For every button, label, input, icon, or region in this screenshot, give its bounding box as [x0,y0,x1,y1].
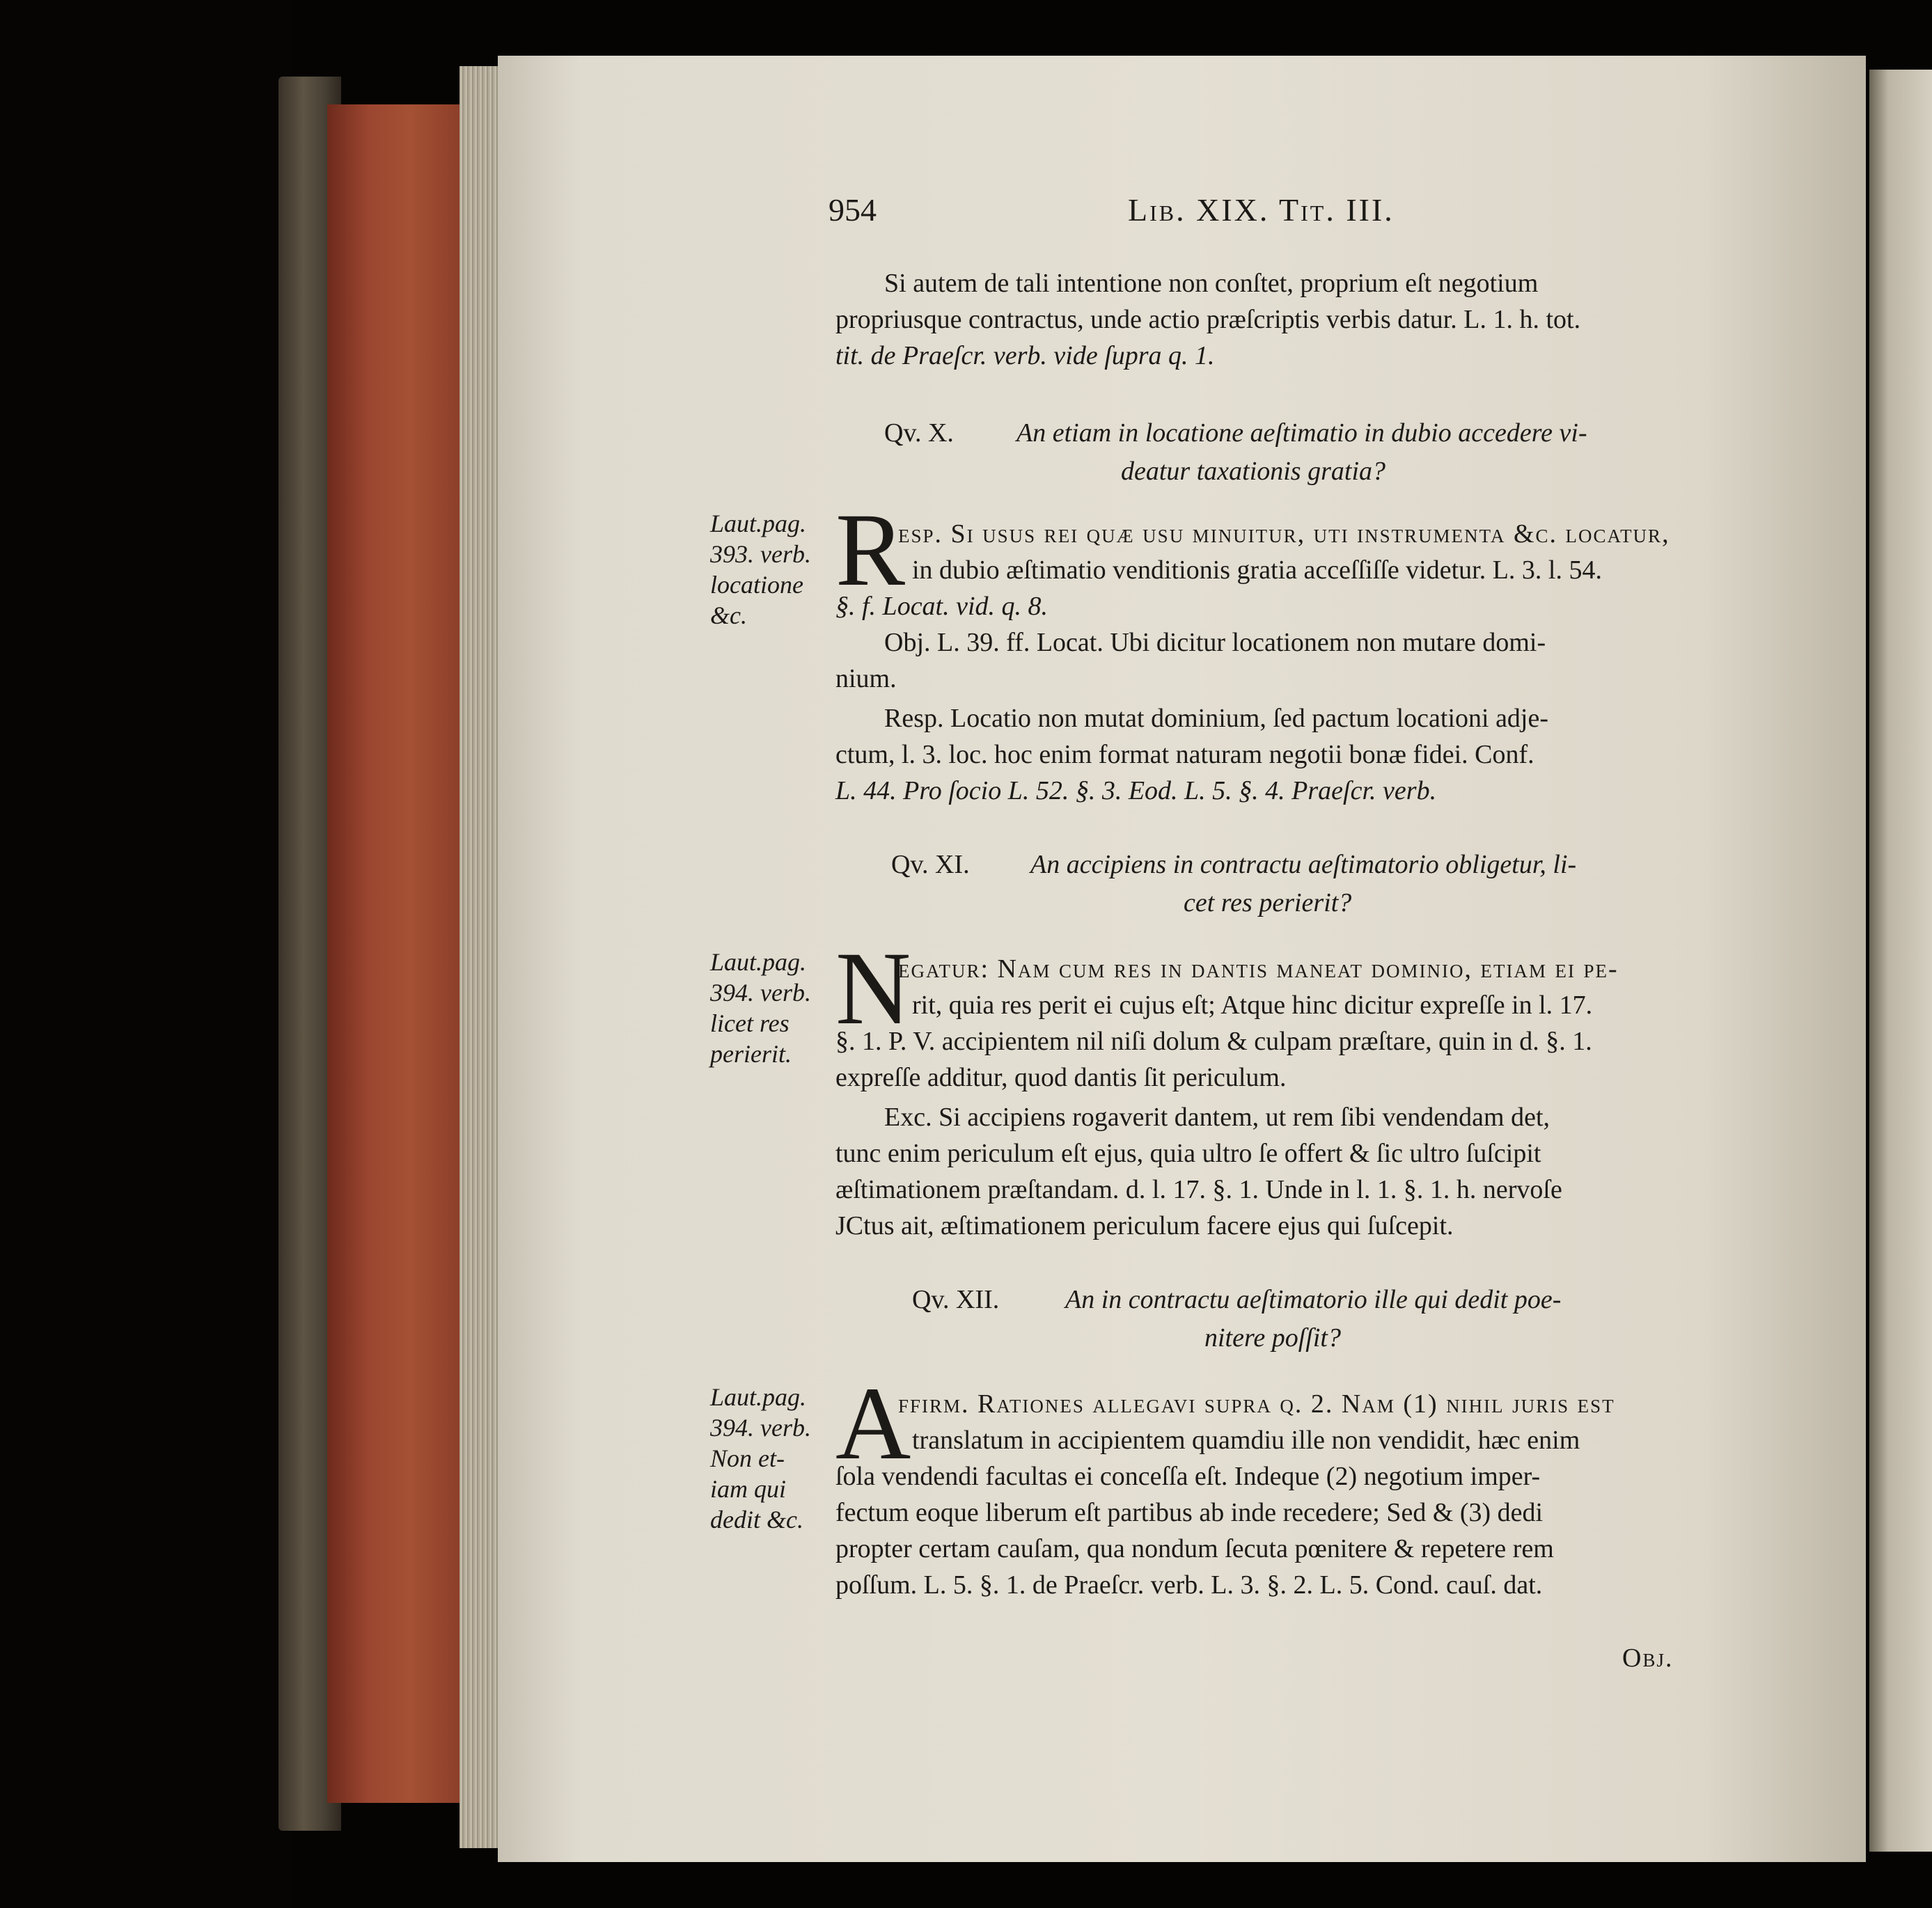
question-text: deatur taxationis gratia? [1121,457,1385,486]
margin-line: Laut.pag. [710,1383,807,1411]
intro-line: propriusque contractus, unde actio præſcriptis verbis datur. L. 1. h. tot. [835,305,1581,334]
margin-line: 393. verb. [710,540,811,568]
margin-line: dedit &c. [710,1506,803,1534]
exception-line: JCtus ait, æſtimationem periculum facere ejus qui ſuſcepit. [835,1211,1454,1240]
margin-line: 394. verb. [710,1414,811,1442]
answer-line: propter certam cauſam, qua nondum ſecuta pœnitere & repetere rem [835,1534,1554,1563]
answer-line: ſola vendendi facultas ei conceſſa eſt. Indeque (2) negotium imper- [835,1462,1541,1491]
question-text: An in contractu aeſtimatorio ille qui dedit poe- [1065,1285,1562,1314]
answer-line: egatur: Nam cum res in dantis maneat dominio, etiam ei pe- [898,954,1619,984]
question-label: Qv. X. [884,418,954,448]
question-label: Qv. XII. [912,1285,1000,1314]
margin-line: Non et- [710,1444,785,1472]
margin-line: locatione [710,571,803,599]
answer-line: §. 1. P. V. accipientem nil niſi dolum & culpam præſtare, quin in d. §. 1. [835,1027,1592,1056]
answer-line: poſſum. L. 5. §. 1. de Praeſcr. verb. L. 3. §. 2. L. 5. Cond. cauſ. dat. [835,1570,1543,1600]
margin-line: 394. verb. [710,979,811,1007]
next-page-edge [1869,70,1932,1852]
drop-cap: R [835,492,906,608]
response-line: ctum, l. 3. loc. hoc enim format naturam negotii bonæ fidei. Conf. [835,740,1534,769]
response-line: L. 44. Pro ſocio L. 52. §. 3. Eod. L. 5. §. 4. Praeſcr. verb. [835,776,1437,805]
red-page-edges [327,104,466,1803]
answer-line: esp. Si uſus rei quæ uſu minuitur, uti inſtrumenta &c. locatur, [898,519,1670,549]
exception-line: Exc. Si accipiens rogaverit dantem, ut rem ſibi vendendam det, [884,1103,1550,1132]
question-label: Qv. XI. [891,850,970,879]
margin-note [710,1382,811,1535]
question-text: An etiam in locatione aeſtimatio in dubio accedere vi- [1016,418,1587,448]
drop-cap: N [835,931,911,1046]
running-title: Lib. XIX. Tit. III. [1128,192,1395,228]
objection-line: nium. [835,664,897,693]
answer-line: ffirm. Rationes allegavi ſupra q. 2. Nam (1) nihil juris eſt [898,1389,1615,1419]
question-text: An accipiens in contractu aeſtimatorio obligetur, li- [1030,850,1577,879]
background [0,0,292,1908]
margin-line: licet res [710,1009,790,1037]
response-line: Resp. Locatio non mutat dominium, ſed pactum locationi adje- [884,704,1549,733]
drop-cap: A [835,1366,911,1481]
objection-line: Obj. L. 39. ff. Locat. Ubi dicitur locationem non mutare domi- [884,628,1546,657]
margin-line: &c. [710,601,747,629]
exception-line: æſtimationem præſtandam. d. l. 17. §. 1. Unde in l. 1. §. 1. h. nervoſe [835,1175,1562,1204]
intro-line: Si autem de tali intentione non conſtet, proprium eſt negotium [884,269,1539,298]
margin-line: Laut.pag. [710,510,807,537]
answer-line: translatum in accipientem quamdiu ille non vendidit, hæc enim [912,1426,1580,1455]
question-text: cet res perierit? [1184,888,1352,917]
answer-line: fectum eoque liberum eſt partibus ab inde recedere; Sed & (3) dedi [835,1498,1544,1527]
page-stack [460,66,501,1848]
question-text: nitere poſſit? [1204,1323,1341,1353]
margin-line: iam qui [710,1475,787,1503]
answer-line: rit, quia res perit ei cujus eſt; Atque hinc dicitur expreſſe in l. 17. [912,991,1593,1020]
page-number: 954 [828,192,877,228]
intro-line: tit. de Praeſcr. verb. vide ſupra q. 1. [835,341,1215,370]
margin-note [710,947,811,1069]
margin-line: perierit. [710,1040,792,1068]
answer-line: §. f. Locat. vid. q. 8. [835,592,1049,621]
answer-line: expreſſe additur, quod dantis ſit periculum. [835,1063,1287,1092]
answer-line: in dubio æſtimatio venditionis gratia acceſſiſſe videtur. L. 3. l. 54. [912,555,1602,585]
margin-note [710,508,811,631]
exception-line: tunc enim periculum eſt ejus, quia ultro ſe offert & ſic ultro ſuſcipit [835,1139,1541,1168]
margin-line: Laut.pag. [710,948,807,976]
catchword: Obj. [1622,1643,1674,1673]
